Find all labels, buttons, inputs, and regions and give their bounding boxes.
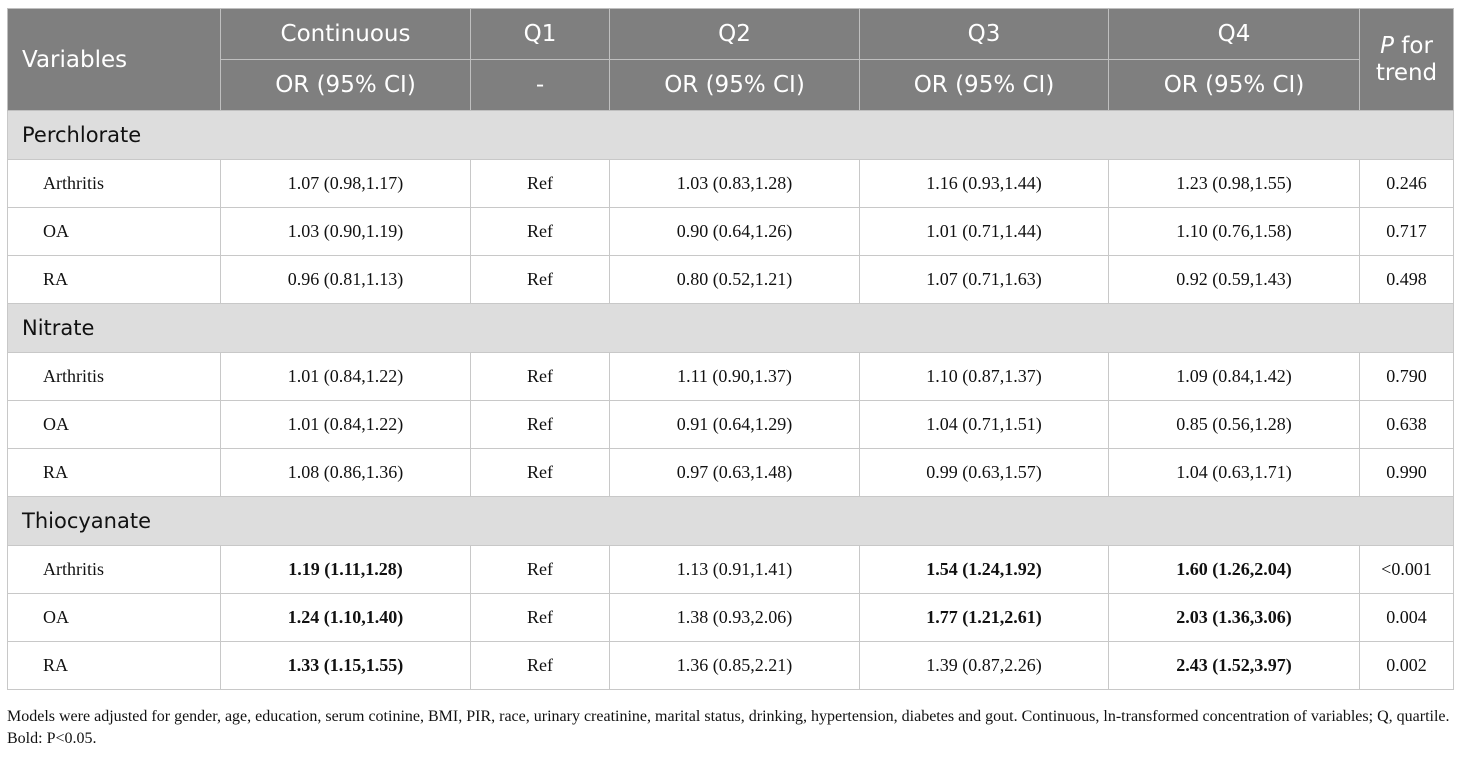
results-table-container (7, 8, 1453, 690)
group-row (8, 497, 1454, 546)
table-cell: 1.24 (1.10,1.40) (221, 594, 471, 642)
table-row (8, 594, 1454, 642)
table-cell: 0.002 (1360, 642, 1454, 690)
table-cell: 1.19 (1.11,1.28) (221, 546, 471, 594)
table-cell: Ref (471, 642, 610, 690)
table-cell: 0.498 (1360, 256, 1454, 304)
table-cell: 0.004 (1360, 594, 1454, 642)
table-cell: 1.08 (0.86,1.36) (221, 449, 471, 497)
row-label: RA (8, 642, 221, 690)
footnote-adjustment: Models were adjusted for gender, age, education, serum cotinine, BMI, PIR, race, urinary creatinine, marital status, drinking, hypertension, diabetes and gout. Continuous, ln-transformed concentration of variables; Q, quartile. (7, 708, 1450, 725)
table-cell: 1.38 (0.93,2.06) (610, 594, 860, 642)
table-cell: 1.03 (0.83,1.28) (610, 160, 860, 208)
group-row (8, 304, 1454, 353)
header-q4: Q4 (1109, 9, 1360, 60)
table-row (8, 546, 1454, 594)
table-cell: 1.11 (0.90,1.37) (610, 353, 860, 401)
subheader-q1: - (471, 60, 610, 111)
table-cell: 2.03 (1.36,3.06) (1109, 594, 1360, 642)
group-label: Nitrate (8, 304, 1454, 353)
group-label: Thiocyanate (8, 497, 1454, 546)
table-cell: 0.85 (0.56,1.28) (1109, 401, 1360, 449)
table-cell: 0.717 (1360, 208, 1454, 256)
table-cell: 0.246 (1360, 160, 1454, 208)
table-footnotes (7, 706, 1453, 750)
table-cell: 1.23 (0.98,1.55) (1109, 160, 1360, 208)
table-cell: 1.54 (1.24,1.92) (860, 546, 1109, 594)
table-cell: Ref (471, 594, 610, 642)
footnote-bold: Bold: P<0.05. (7, 730, 97, 747)
table-cell: <0.001 (1360, 546, 1454, 594)
table-cell: 0.91 (0.64,1.29) (610, 401, 860, 449)
subheader-continuous: OR (95% CI) (221, 60, 471, 111)
table-row (8, 642, 1454, 690)
table-cell: Ref (471, 256, 610, 304)
table-cell: 1.16 (0.93,1.44) (860, 160, 1109, 208)
table-cell: Ref (471, 449, 610, 497)
header-q3: Q3 (860, 9, 1109, 60)
table-cell: 0.990 (1360, 449, 1454, 497)
table-cell: 1.09 (0.84,1.42) (1109, 353, 1360, 401)
header-variables: Variables (8, 9, 221, 111)
header-p-letter: P (1380, 32, 1394, 59)
table-cell: 0.638 (1360, 401, 1454, 449)
row-label: RA (8, 449, 221, 497)
results-table (7, 8, 1454, 690)
table-cell: Ref (471, 353, 610, 401)
table-cell: 1.07 (0.71,1.63) (860, 256, 1109, 304)
header-continuous: Continuous (221, 9, 471, 60)
table-cell: 1.60 (1.26,2.04) (1109, 546, 1360, 594)
table-row (8, 208, 1454, 256)
table-cell: Ref (471, 208, 610, 256)
table-cell: 0.790 (1360, 353, 1454, 401)
table-cell: 1.01 (0.84,1.22) (221, 401, 471, 449)
table-cell: 0.92 (0.59,1.43) (1109, 256, 1360, 304)
row-label: OA (8, 401, 221, 449)
table-cell: 1.33 (1.15,1.55) (221, 642, 471, 690)
table-cell: 1.39 (0.87,2.26) (860, 642, 1109, 690)
table-cell: 1.07 (0.98,1.17) (221, 160, 471, 208)
row-label: RA (8, 256, 221, 304)
table-cell: 1.04 (0.71,1.51) (860, 401, 1109, 449)
subheader-q2: OR (95% CI) (610, 60, 860, 111)
header-p-for-trend (1360, 9, 1454, 111)
table-cell: 0.96 (0.81,1.13) (221, 256, 471, 304)
table-cell: 1.03 (0.90,1.19) (221, 208, 471, 256)
table-cell: 0.80 (0.52,1.21) (610, 256, 860, 304)
table-cell: 1.36 (0.85,2.21) (610, 642, 860, 690)
row-label: Arthritis (8, 546, 221, 594)
table-cell: 1.77 (1.21,2.61) (860, 594, 1109, 642)
table-row (8, 449, 1454, 497)
table-cell: Ref (471, 401, 610, 449)
subheader-q4: OR (95% CI) (1109, 60, 1360, 111)
table-cell: 1.01 (0.84,1.22) (221, 353, 471, 401)
table-cell: 1.13 (0.91,1.41) (610, 546, 860, 594)
subheader-q3: OR (95% CI) (860, 60, 1109, 111)
group-label: Perchlorate (8, 111, 1454, 160)
header-q1: Q1 (471, 9, 610, 60)
table-cell: Ref (471, 546, 610, 594)
table-cell: 1.10 (0.87,1.37) (860, 353, 1109, 401)
group-row (8, 111, 1454, 160)
table-body (8, 111, 1454, 690)
row-label: OA (8, 208, 221, 256)
table-row (8, 401, 1454, 449)
row-label: Arthritis (8, 353, 221, 401)
table-row (8, 160, 1454, 208)
table-header (8, 9, 1454, 111)
row-label: Arthritis (8, 160, 221, 208)
table-cell: 1.10 (0.76,1.58) (1109, 208, 1360, 256)
table-cell: 1.01 (0.71,1.44) (860, 208, 1109, 256)
header-p-trend: trend (1375, 59, 1438, 86)
table-cell: 0.90 (0.64,1.26) (610, 208, 860, 256)
table-row (8, 353, 1454, 401)
table-cell: Ref (471, 160, 610, 208)
table-cell: 1.04 (0.63,1.71) (1109, 449, 1360, 497)
row-label: OA (8, 594, 221, 642)
table-cell: 2.43 (1.52,3.97) (1109, 642, 1360, 690)
header-p-for: for (1393, 32, 1433, 59)
header-q2: Q2 (610, 9, 860, 60)
table-cell: 0.99 (0.63,1.57) (860, 449, 1109, 497)
table-row (8, 256, 1454, 304)
table-cell: 0.97 (0.63,1.48) (610, 449, 860, 497)
